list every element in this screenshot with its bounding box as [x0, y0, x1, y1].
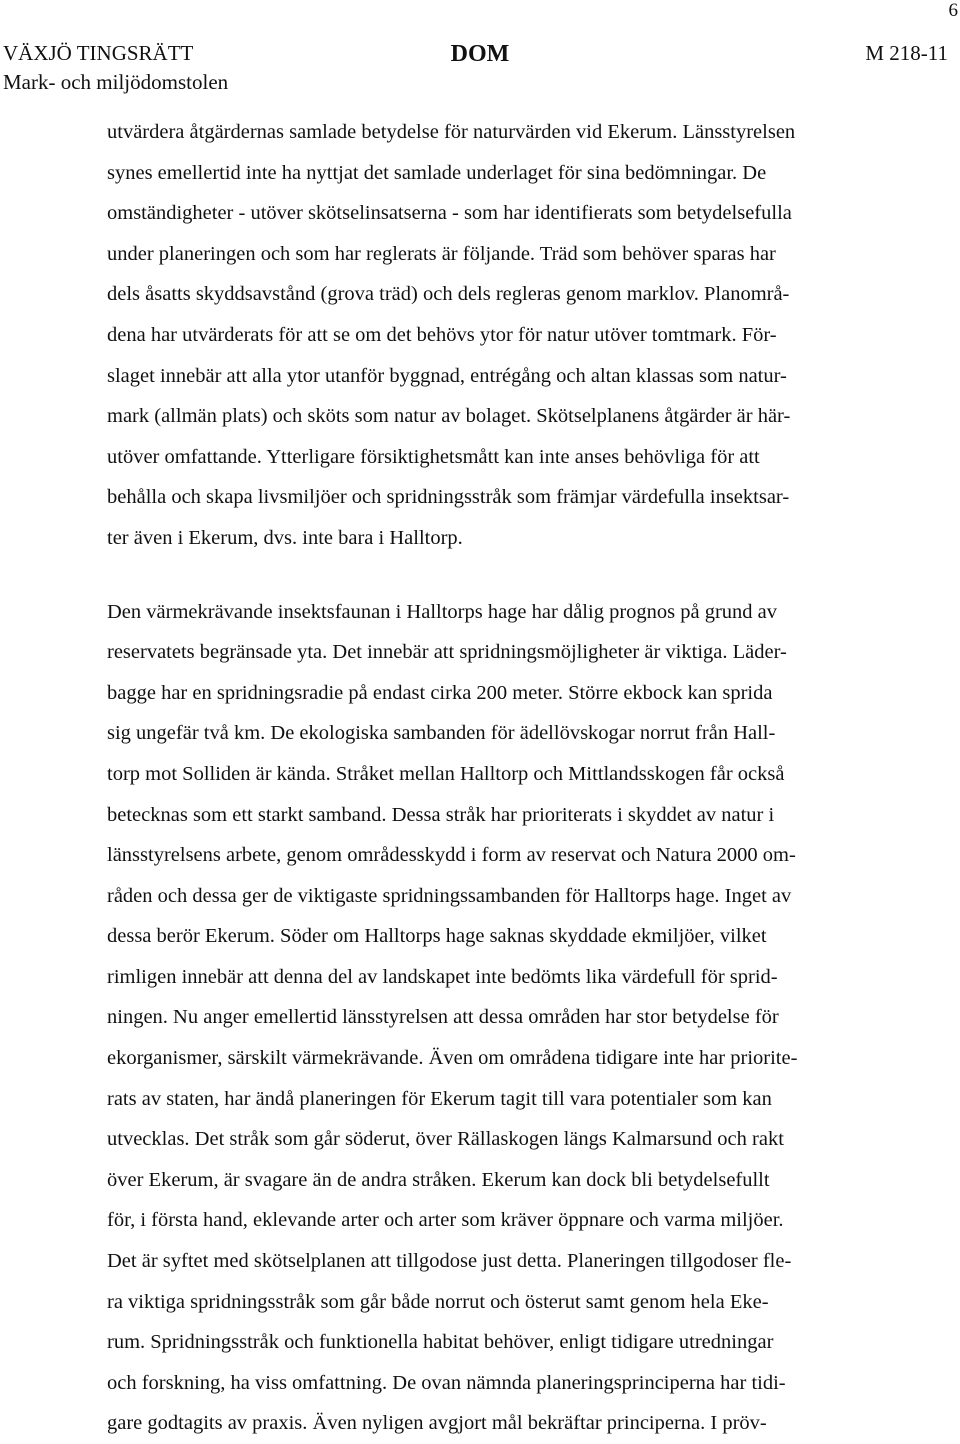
text-line: gare godtagits av praxis. Även nyligen avgjort mål bekräftar principerna. I pröv- — [107, 1412, 767, 1435]
text-line: ter även i Ekerum, dvs. inte bara i Halltorp. — [107, 526, 463, 549]
document-type: DOM — [450, 41, 510, 67]
text-line: och forskning, ha viss omfattning. De ovan nämnda planeringsprinciperna har tidi- — [107, 1371, 786, 1394]
text-line: Det är syftet med skötselplanen att tillgodose just detta. Planeringen tillgodoser fle- — [107, 1250, 792, 1273]
text-line: ekorganismer, särskilt värmekrävande. Även om områdena tidigare inte har priorite- — [107, 1047, 798, 1070]
text-line: utöver omfattande. Ytterligare försiktighetsmått kan inte anses behövliga för att — [107, 445, 760, 468]
text-line: ra viktiga spridningsstråk som går både norrut och österut samt genom hela Eke- — [107, 1290, 769, 1313]
text-line: reservatets begränsade yta. Det innebär att spridningsmöjligheter är viktiga. Läder- — [107, 641, 787, 664]
text-line: mark (allmän plats) och sköts som natur av bolaget. Skötselplanens åtgärder är här- — [107, 405, 791, 428]
court-name: VÄXJÖ TINGSRÄTT — [3, 41, 194, 65]
text-line: rats av staten, har ändå planeringen för Ekerum tagit till vara potentialer som kan — [107, 1087, 772, 1110]
text-line: bagge har en spridningsradie på endast cirka 200 meter. Större ekbock kan sprida — [107, 681, 773, 704]
paragraph-spacer — [107, 559, 957, 592]
court-division: Mark- och miljödomstolen — [3, 70, 229, 94]
page-number: 6 — [948, 0, 958, 21]
text-line: betecknas som ett starkt samband. Dessa stråk har prioriterats i skyddet av natur i — [107, 803, 775, 826]
case-number: M 218-11 — [865, 41, 948, 65]
text-line: slaget innebär att alla ytor utanför byggnad, entrégång och altan klassas som natur- — [107, 364, 787, 387]
text-line: för, i första hand, eklevande arter och arter som kräver öppnare och varma miljöer. — [107, 1209, 784, 1232]
paragraph-1 — [107, 112, 957, 559]
text-line: länsstyrelsens arbete, genom områdesskydd i form av reservat och Natura 2000 om- — [107, 844, 796, 867]
text-line: råden och dessa ger de viktigaste spridningssambanden för Halltorps hage. Inget av — [107, 884, 792, 907]
text-line: Den värmekrävande insektsfaunan i Halltorps hage har dålig prognos på grund av — [107, 600, 778, 623]
text-line: dels åsatts skyddsavstånd (grova träd) och dels regleras genom marklov. Planområ- — [107, 283, 790, 306]
text-line: rum. Spridningsstråk och funktionella habitat behöver, enligt tidigare utredningar — [107, 1331, 774, 1354]
paragraph-2 — [107, 592, 957, 1444]
text-line: rimligen innebär att denna del av landskapet inte bedömts lika värdefull för sprid- — [107, 965, 778, 988]
text-line: sig ungefär två km. De ekologiska sambanden för ädellövskogar norrut från Hall- — [107, 722, 776, 745]
text-line: omständigheter - utöver skötselinsatserna - som har identifierats som betydelsefulla — [107, 202, 792, 225]
text-line: ningen. Nu anger emellertid länsstyrelsen att dessa områden har stor betydelse för — [107, 1006, 779, 1029]
document-body — [107, 112, 957, 1444]
text-line: över Ekerum, är svagare än de andra stråken. Ekerum kan dock bli betydelsefullt — [107, 1168, 770, 1191]
text-line: synes emellertid inte ha nyttjat det samlade underlaget för sina bedömningar. De — [107, 161, 767, 184]
text-line: torp mot Solliden är kända. Stråket mellan Halltorp och Mittlandsskogen får också — [107, 762, 785, 785]
text-line: under planeringen och som har reglerats är följande. Träd som behöver sparas har — [107, 242, 776, 265]
text-line: dessa berör Ekerum. Söder om Halltorps hage saknas skyddade ekmiljöer, vilket — [107, 925, 767, 948]
text-line: behålla och skapa livsmiljöer och spridningsstråk som främjar värdefulla insektsar- — [107, 486, 790, 509]
text-line: utvecklas. Det stråk som går söderut, över Rällaskogen längs Kalmarsund och rakt — [107, 1128, 784, 1151]
text-line: utvärdera åtgärdernas samlade betydelse för naturvärden vid Ekerum. Länsstyrelsen — [107, 121, 796, 143]
text-line: dena har utvärderats för att se om det behövs ytor för natur utöver tomtmark. För- — [107, 323, 777, 346]
